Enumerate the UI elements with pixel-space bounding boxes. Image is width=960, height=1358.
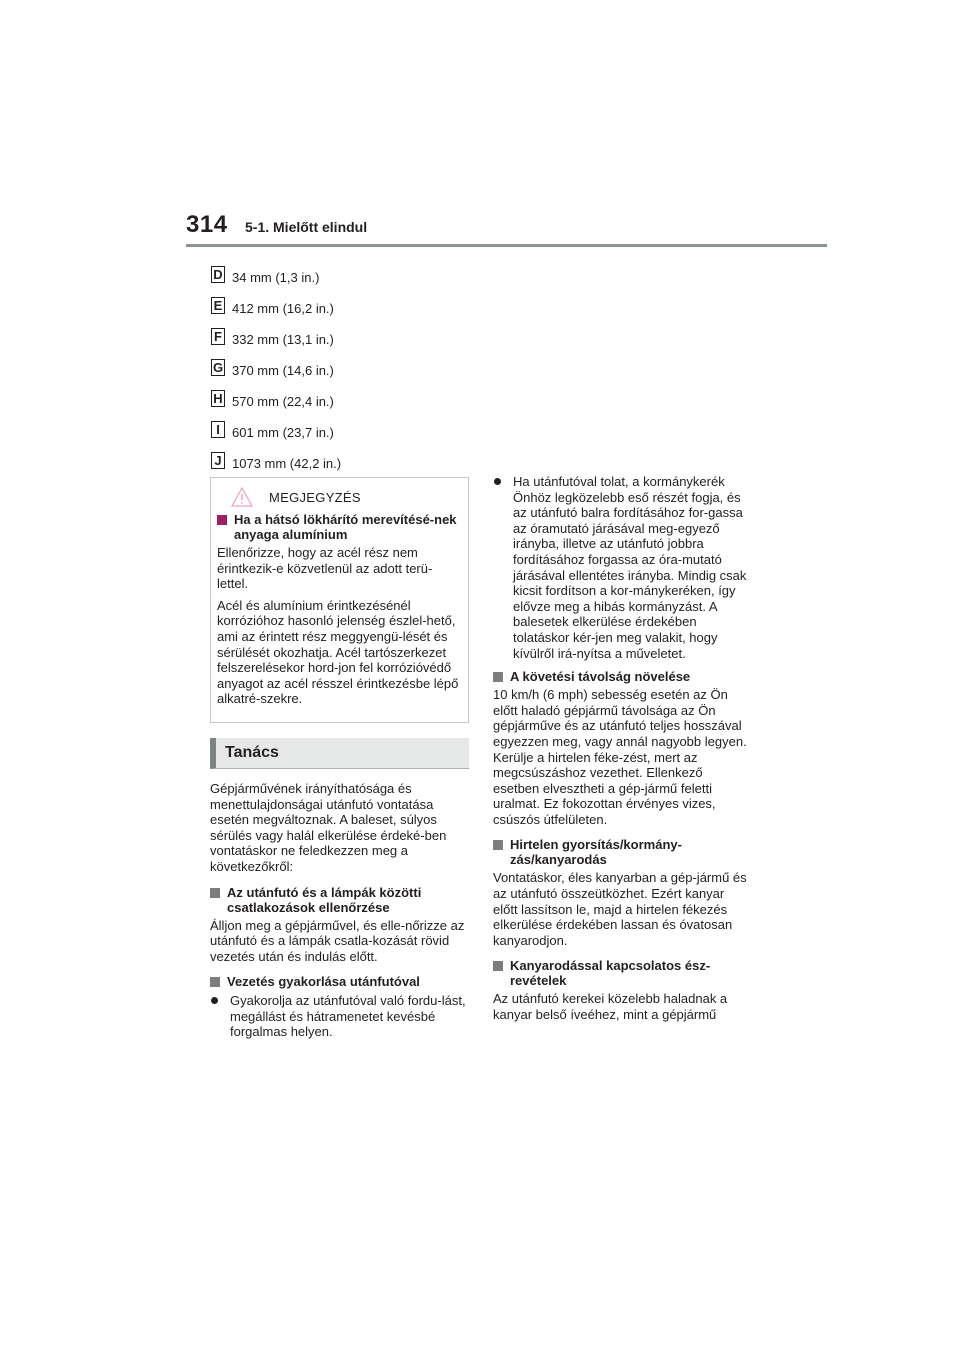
section-title: 5-1. Mielőtt elindul [245,219,368,235]
dimension-value: 601 mm (23,7 in.) [232,425,334,440]
subheading-text: Az utánfutó és a lámpák közötti csatlakozások ellenőrzése [227,884,422,915]
subheading [493,958,751,988]
bullet-item [210,993,470,1040]
dimension-label: J [211,452,225,469]
left-column [210,477,470,1046]
square-bullet-icon [493,840,503,850]
tip-intro: Gépjárművének irányíthatósága és menettulajdonságai utánfutó vontatása esetén megváltoznak. A baleset, súlyos sérülés vagy halál elkerülése érdeké-ben vontatáskor ne feledkezzen meg a következőkről: [210,780,447,874]
dimension-label: D [211,266,225,283]
subheading [210,974,470,989]
dimension-item [211,355,341,386]
page-number: 314 [186,211,228,238]
bullet-dot-icon [211,997,218,1004]
bullet-item [493,474,751,661]
note-heading-text: Ha a hátsó lökhárító merevítésé-nek anyaga alumínium [234,512,457,542]
dimension-label: E [211,297,225,314]
note-paragraph: Ellenőrizze, hogy az acél rész nem érintkezik-e közvetlenül az adott terü-lettel. [217,545,433,592]
paragraph: Álljon meg a gépjárművel, és elle-nőrizze az utánfutó és a lámpák csatla-kozását rövid vezetés után és indulás előtt. [210,917,465,964]
dimension-label: F [211,328,225,345]
dimension-item [211,293,341,324]
tip-heading: Tanács [210,738,469,769]
note-title: MEGJEGYZÉS [269,489,361,505]
note-header [217,484,462,510]
dimension-value: 1073 mm (42,2 in.) [232,456,342,471]
bullet-text: Gyakorolja az utánfutóval való fordu-lást, megállást és hátramenetet kevésbé forgalmas helyen. [230,993,466,1040]
dimension-label: G [212,360,224,375]
note-paragraph: Acél és alumínium érintkezésénél korrózióhoz hasonló jelenség észlel-hető, ami az érintett rész meggyengü-lését és sérülését okozhatja. Acél tartószerkezet felszerelésekor hord-jon fel korrózióvédő anyagot az acél résszel érintkezésbe lépő alkatré-szekre. [217,597,459,707]
dimension-value: 570 mm (22,4 in.) [232,394,334,409]
square-bullet-icon [493,961,503,971]
subheading [493,837,751,867]
dimension-item [211,417,341,448]
bullet-dot-icon [494,478,501,485]
square-bullet-icon [217,515,227,525]
dimension-item [211,448,341,479]
dimension-label: I [211,421,225,438]
right-column [493,474,751,1029]
dimension-item [211,262,341,293]
subheading-text: A követési távolság növelése [510,669,691,685]
square-bullet-icon [493,672,503,682]
dimension-label: H [211,390,225,407]
paragraph: Vontatáskor, éles kanyarban a gép-jármű és az utánfutó összeütközhet. Ezért kanyar előtt lassítson le, majd a hirtelen fékezés elkerülése érdekében lassan és óvatosan kanyarodjon. [493,870,747,948]
dimension-value: 370 mm (14,6 in.) [232,363,334,378]
dimension-value: 34 mm (1,3 in.) [232,270,320,285]
square-bullet-icon [210,977,220,987]
header-rule [186,244,827,247]
warning-triangle-icon [231,486,253,508]
note-box [210,477,469,723]
subheading-text: Hirtelen gyorsítás/kormány-zás/kanyarodás [510,837,682,868]
dimension-value: 412 mm (16,2 in.) [232,301,334,316]
subheading [493,669,751,684]
dimension-list [211,262,341,479]
bullet-text: Ha utánfutóval tolat, a kormánykerék Önhöz legközelebb eső részét fogja, és az utánfutó balra fordításához for-gassa az óramutató járásával meg-egyező irányba, illetve az utánfutó jobbra fordításához forgassa az óra-mutató járásával ellentétes irányba. Mindig csak kicsit fordítson a kor-mánykeréken, így elővze meg a hibás kormányzást. A balesetek elkerülése érdekében tolatáskor kér-jen meg valakit, hogy kívülről irá-nyítsa a műveletet. [513,474,747,661]
dimension-value: 332 mm (13,1 in.) [232,332,334,347]
dimension-item [211,324,341,355]
subheading-text: Vezetés gyakorlása utánfutóval [227,974,420,990]
paragraph: 10 km/h (6 mph) sebesség esetén az Ön előtt haladó gépjármű távolsága az Ön gépjárműve és az utánfutó teljes hosszával egyezzen meg, vagy annál nagyobb legyen. Kerülje a hirtelen féke-zést, mert az megcsúszáshoz vezethet. Ellenkező esetben elvesztheti a gép-jármű feletti uralmat. Ez fokozottan érvényes vizes, csúszós útfelületen. [493,687,747,827]
square-bullet-icon [210,888,220,898]
subheading [210,885,470,915]
subheading-text: Kanyarodással kapcsolatos ész-revételek [510,958,711,989]
note-heading [217,512,462,542]
paragraph: Az utánfutó kerekei közelebb haladnak a kanyar belső íveéhez, mint a gépjármű [493,991,728,1023]
dimension-item [211,386,341,417]
